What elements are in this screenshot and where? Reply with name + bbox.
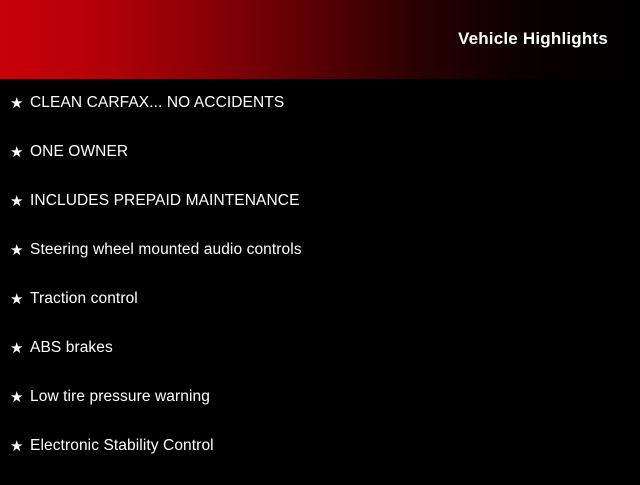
highlight-label: ABS brakes [30, 339, 113, 356]
star-icon: ★ [10, 291, 24, 308]
list-item [0, 338, 640, 387]
list-item [0, 387, 640, 436]
list-item [0, 142, 640, 191]
highlight-label: Low tire pressure warning [30, 388, 210, 405]
page-title: Vehicle Highlights [457, 29, 608, 48]
list-item [0, 436, 640, 485]
star-icon: ★ [10, 242, 24, 259]
highlight-label: Electronic Stability Control [30, 437, 214, 454]
star-icon: ★ [10, 438, 24, 455]
star-icon: ★ [10, 389, 24, 406]
highlight-label: ONE OWNER [30, 143, 129, 160]
list-item [0, 289, 640, 338]
star-icon: ★ [10, 340, 24, 357]
highlight-label: Steering wheel mounted audio controls [30, 241, 302, 258]
highlights-list [0, 79, 640, 485]
highlight-label: CLEAN CARFAX... NO ACCIDENTS [30, 94, 285, 111]
list-item [0, 93, 640, 142]
star-icon: ★ [10, 144, 24, 161]
star-icon: ★ [10, 95, 24, 112]
page-header [0, 0, 640, 79]
highlight-label: INCLUDES PREPAID MAINTENANCE [30, 192, 300, 209]
list-item [0, 191, 640, 240]
list-item [0, 240, 640, 289]
highlight-label: Traction control [30, 290, 138, 307]
star-icon: ★ [10, 193, 24, 210]
